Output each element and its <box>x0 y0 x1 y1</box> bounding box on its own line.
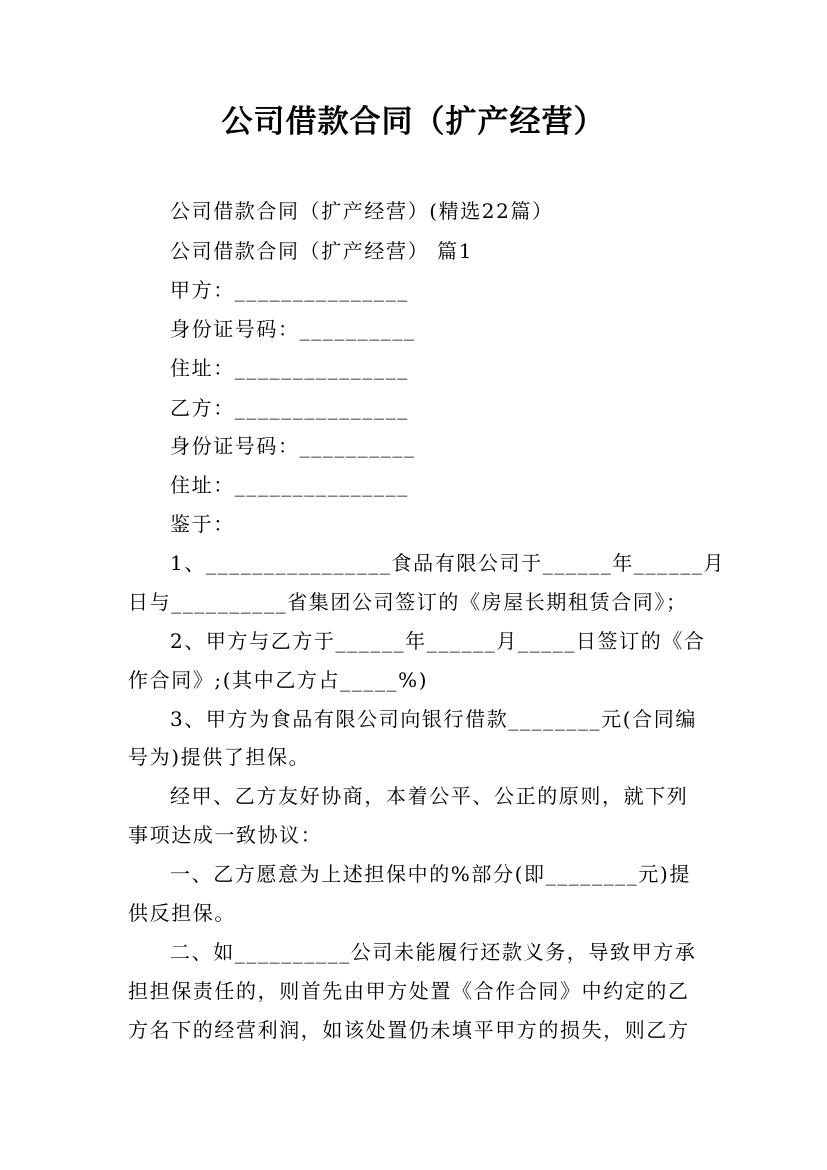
body-line: 2、甲方与乙方于______年______月_____日签订的《合 <box>170 629 706 653</box>
document-title: 公司借款合同（扩产经营） <box>221 104 606 140</box>
body-line: 担担保责任的，则首先由甲方处置《合作合同》中约定的乙 <box>128 979 690 1003</box>
party-b-field: 乙方：_______________ <box>170 396 409 420</box>
party-a-field: 甲方：_______________ <box>170 278 409 302</box>
body-line: 作合同》;(其中乙方占_____%) <box>128 668 429 692</box>
body-line: 1、________________食品有限公司于______年______月 <box>170 551 726 575</box>
body-line: 日与__________省集团公司签订的《房屋长期租赁合同》； <box>128 590 688 614</box>
section-heading: 公司借款合同（扩产经营） 篇1 <box>170 239 474 263</box>
body-line: 一、乙方愿意为上述担保中的%部分(即________元)提 <box>170 862 692 886</box>
body-line: 经甲、乙方友好协商，本着公平、公正的原则，就下列 <box>170 784 689 808</box>
party-b-address-field: 住址：_______________ <box>170 473 409 497</box>
body-line: 供反担保。 <box>128 901 236 925</box>
party-a-id-field: 身份证号码：__________ <box>170 317 416 341</box>
body-line: 3、甲方为食品有限公司向银行借款________元(合同编 <box>170 707 697 731</box>
whereas-heading: 鉴于： <box>170 512 235 536</box>
subtitle-line: 公司借款合同（扩产经营）(精选22篇） <box>170 199 554 223</box>
party-b-id-field: 身份证号码：__________ <box>170 434 416 458</box>
body-line: 号为)提供了担保。 <box>128 745 311 769</box>
body-line: 二、如__________公司未能履行还款义务，导致甲方承 <box>170 940 697 964</box>
party-a-address-field: 住址：_______________ <box>170 356 409 380</box>
body-line: 方名下的经营利润，如该处置仍未填平甲方的损失，则乙方 <box>128 1018 690 1042</box>
body-line: 事项达成一致协议： <box>128 823 323 847</box>
